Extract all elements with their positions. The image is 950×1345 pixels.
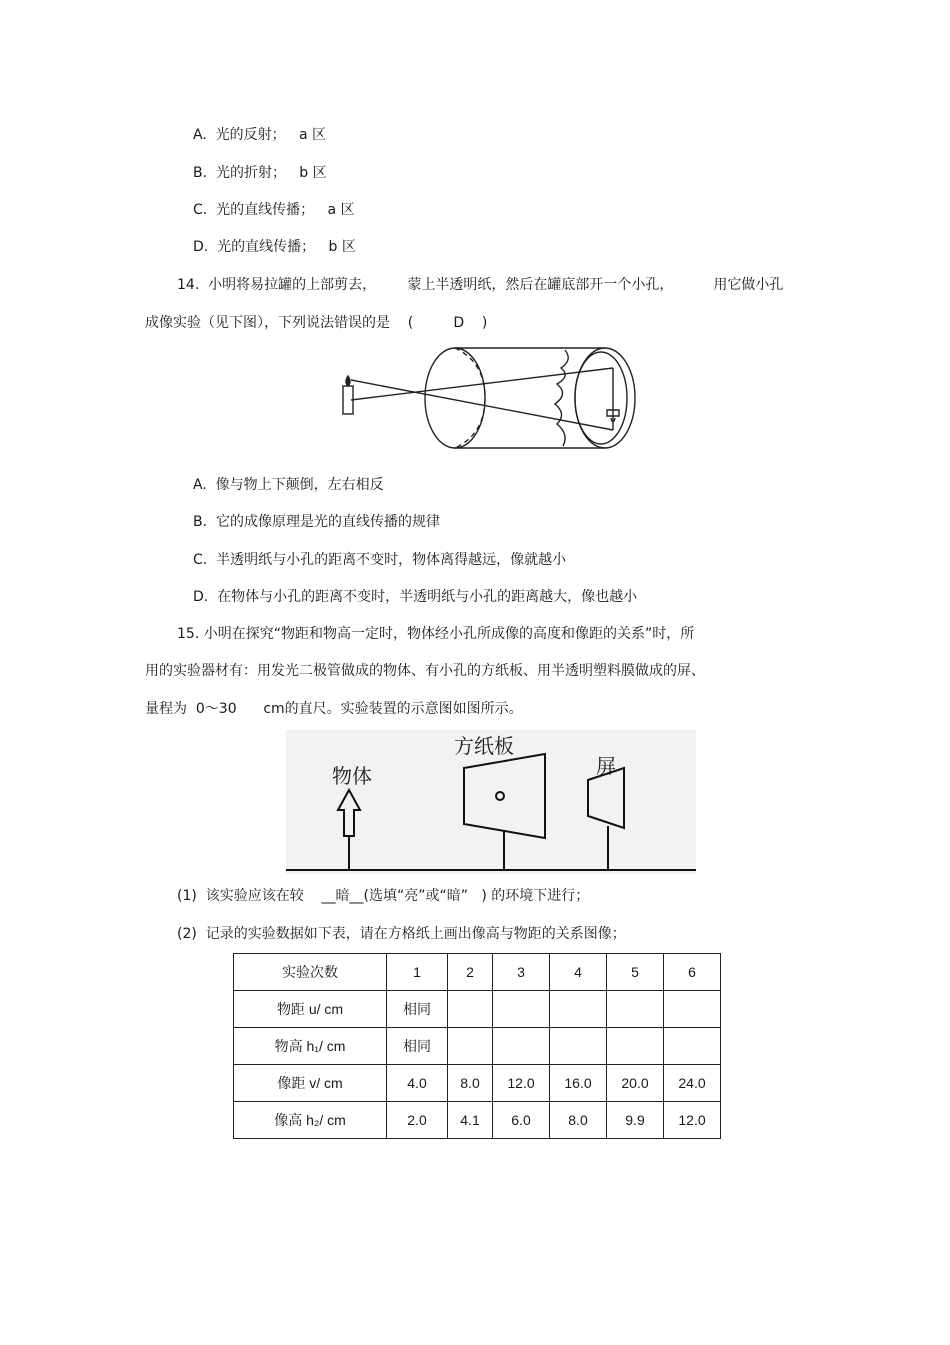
board-label: 方纸板 [454,734,514,758]
q13-option-c: C. 光的直线传播； a 区 [193,202,355,218]
row-label: 物距 u/ cm [234,991,387,1028]
table-cell: 相同 [387,1028,448,1065]
header-cell: 4 [550,954,607,991]
q14-stem-line1: 14. 小明将易拉罐的上部剪去， 蒙上半透明纸，然后在罐底部开一个小孔， 用它做小孔 [177,277,784,293]
setup-figure [286,730,696,874]
table-cell [493,1028,550,1065]
row-label: 像高 h₂/ cm [234,1102,387,1139]
table-header-row [234,954,721,991]
table-cell: 12.0 [664,1102,721,1139]
q15-stem-line2: 用的实验器材有：用发光二极管做成的物体、有小孔的方纸板、用半透明塑料膜做成的屏、 [145,663,705,679]
pinhole-can-figure [335,342,645,454]
q15-sub2: (2) 记录的实验数据如下表，请在方格纸上画出像高与物距的关系图像； [177,926,626,942]
q13-option-d: D. 光的直线传播； b 区 [193,239,356,255]
table-cell: 4.1 [448,1102,493,1139]
header-cell: 6 [664,954,721,991]
table-cell: 4.0 [387,1065,448,1102]
header-cell: 2 [448,954,493,991]
table-cell [550,991,607,1028]
header-cell: 1 [387,954,448,991]
table-row [234,991,721,1028]
table-row [234,1028,721,1065]
table-cell: 相同 [387,991,448,1028]
table-cell: 12.0 [493,1065,550,1102]
table-cell [664,991,721,1028]
q14-stem-line2: 成像实验（见下图），下列说法错误的是 ( D ) [145,315,488,331]
q14-option-d: D. 在物体与小孔的距离不变时，半透明纸与小孔的距离越大，像也越小 [193,589,638,605]
header-cell: 3 [493,954,550,991]
row-label: 物高 h₁/ cm [234,1028,387,1065]
table-cell: 9.9 [607,1102,664,1139]
table-cell [607,1028,664,1065]
table-cell [550,1028,607,1065]
q14-option-a: A. 像与物上下颠倒，左右相反 [193,477,384,493]
screen-label: 屏 [596,754,616,778]
q15-sub1: (1) 该实验应该在较 __暗__(选填“亮”或“暗” ) 的环境下进行； [177,888,590,904]
object-label: 物体 [332,764,372,788]
table-cell: 8.0 [550,1102,607,1139]
table-cell [493,991,550,1028]
table-row [234,1102,721,1139]
table-cell [448,1028,493,1065]
q13-option-a: A. 光的反射； a 区 [193,127,327,143]
table-cell [664,1028,721,1065]
data-table [233,953,721,1139]
table-cell: 24.0 [664,1065,721,1102]
table-cell [448,991,493,1028]
table-cell: 8.0 [448,1065,493,1102]
table-cell: 2.0 [387,1102,448,1139]
header-cell: 实验次数 [234,954,387,991]
q13-option-b: B. 光的折射； b 区 [193,165,327,181]
q14-option-b: B. 它的成像原理是光的直线传播的规律 [193,514,440,530]
q14-option-c: C. 半透明纸与小孔的距离不变时，物体离得越远，像就越小 [193,552,567,568]
q15-stem-line1: 15. 小明在探究“物距和物高一定时，物体经小孔所成像的高度和像距的关系”时，所 [177,626,695,642]
q15-stem-line3: 量程为 0～30 cm的直尺。实验装置的示意图如图所示。 [145,701,523,717]
table-cell [607,991,664,1028]
table-cell: 6.0 [493,1102,550,1139]
table-cell: 20.0 [607,1065,664,1102]
header-cell: 5 [607,954,664,991]
table-row [234,1065,721,1102]
row-label: 像距 v/ cm [234,1065,387,1102]
table-cell: 16.0 [550,1065,607,1102]
